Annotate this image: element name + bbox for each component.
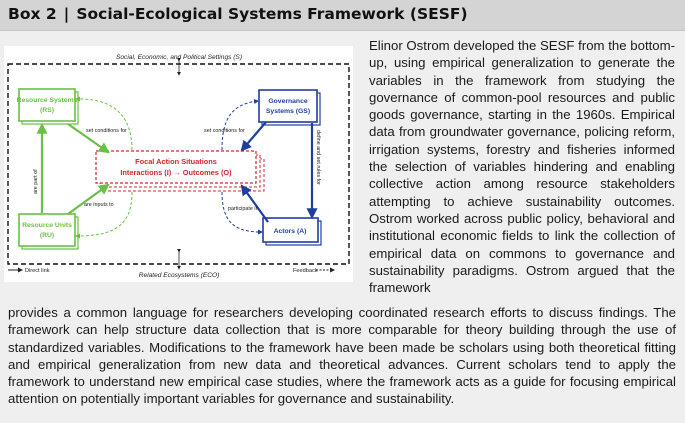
bottom-paragraph-text: provides a common language for researchers developing coordinated research efforts to discuss findings. The framework can help structure data collection that is more comparable for theory building through the use of standardized variables. Modifications to the framework have been made be scholars using both theoretical fitting and empirical generalization from new data and theoretical advances. Current scholars tend to apply the framework to understand new empirical case studies, where the framework acts as a guide for focusing empirical attention on potentially important variables for governance and sustainability. — [8, 305, 676, 407]
governance-systems-title: Governance — [268, 98, 308, 105]
governance-systems-box — [259, 90, 320, 125]
label-define-rules: define and set rules for — [315, 130, 321, 185]
header-separator: | — [63, 5, 70, 23]
feedback-to-ru — [76, 192, 132, 236]
ru-to-focal-arrow — [68, 185, 108, 214]
side-paragraph-text: Elinor Ostrom developed the SESF from the bottom-up, using empirical generalization to generate the variables in the framework from studying the governance of common-pool resources and public goods governance, starting in the 1960s. Empirical data from groundwater governance, policing reform, irrigation systems, forestry and fisheries informed the selection of variables hindering and enabling collective action among resource stakeholders attempting to achieve sustainability outcomes. Ostrom worked across public policy, behavioral and institutional economic fields to link the collection of empirical data on commons to governance and sustainability paradigms. Ostrom argued that the framework — [369, 38, 675, 296]
gs-to-focal-arrow — [242, 122, 266, 150]
settings-label: Social, Economic, and Political Settings (S) — [115, 54, 243, 61]
feedback-to-actors — [222, 192, 262, 232]
label-are-inputs-to: are inputs to — [84, 202, 114, 208]
legend-feedback: Feedback — [293, 268, 318, 274]
sesf-diagram — [4, 46, 353, 282]
resource-systems-abbr: (RS) — [40, 107, 54, 114]
side-paragraph — [369, 37, 675, 296]
resource-units-box — [19, 214, 78, 249]
ecosystems-label: Related Ecosystems (ECO) — [138, 272, 220, 279]
feedback-to-gs — [222, 101, 258, 150]
label-are-part-of: are part of — [33, 169, 39, 194]
resource-systems-title: Resource Systems — [16, 97, 78, 104]
feedback-to-rs — [76, 99, 132, 150]
label-participate-in: participate in — [228, 206, 259, 212]
box-header — [0, 0, 685, 31]
box-title: Social-Ecological Systems Framework (SESF) — [76, 5, 468, 23]
resource-units-title: Resource Units — [22, 222, 72, 229]
focal-action-situations-box — [96, 151, 264, 191]
legend-direct-link: Direct link — [25, 268, 50, 274]
box-label: Box 2 — [8, 5, 57, 23]
actors-title: Actors (A) — [273, 228, 307, 235]
focal-title: Focal Action Situations — [135, 157, 217, 166]
bottom-paragraph — [8, 304, 676, 408]
resource-systems-box — [17, 89, 78, 124]
label-set-conditions-left: set conditions for — [86, 128, 127, 134]
actors-box — [263, 218, 321, 245]
governance-systems-abbr: Systems (GS) — [265, 108, 311, 115]
focal-subtitle: Interactions (I) → Outcomes (O) — [120, 168, 232, 177]
label-set-conditions-right: set conditions for — [204, 128, 245, 134]
resource-units-abbr: (RU) — [39, 232, 55, 239]
